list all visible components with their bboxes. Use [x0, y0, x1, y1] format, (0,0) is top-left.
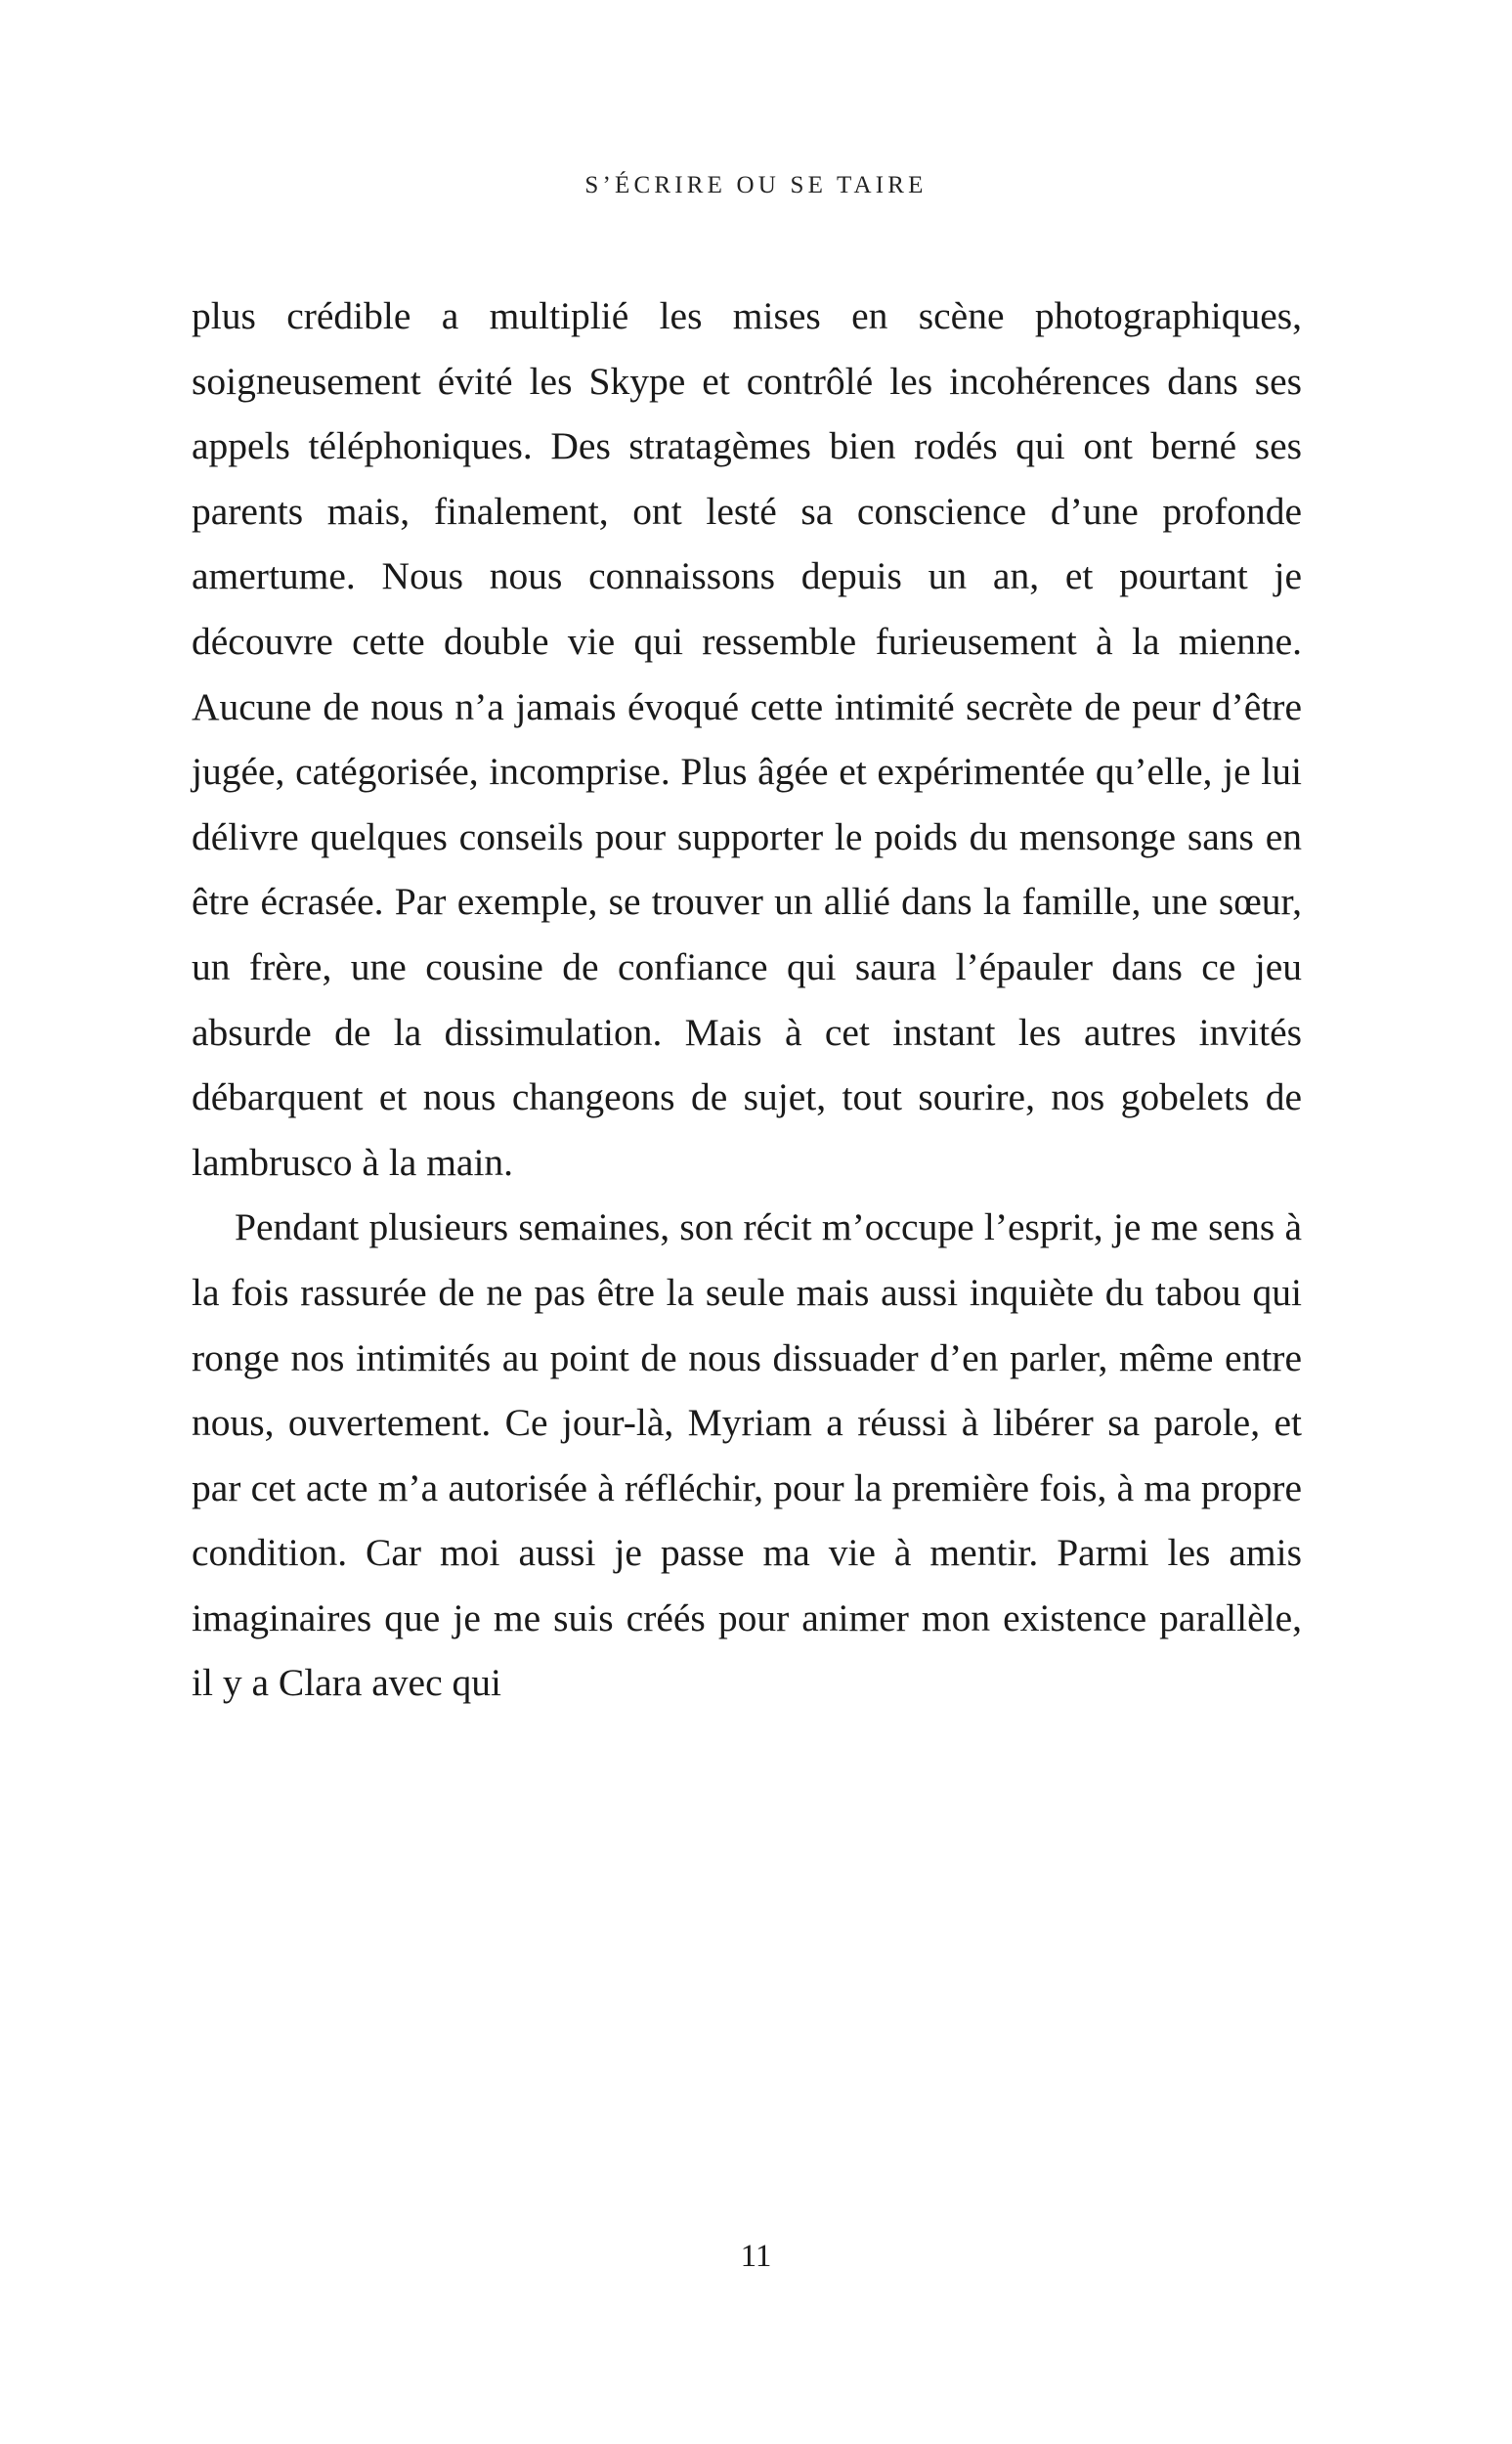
- body-text: [192, 284, 1302, 1716]
- paragraph: plus crédible a multiplié les mises en scène photographiques, soigneusement évité les Skype et contrôlé les incohérences dans ses appels téléphoniques. Des stratagèmes bien rodés qui ont berné ses parents mais, finalement, ont lesté sa conscience d’une profonde amertume. Nous nous connaissons depuis un an, et pourtant je découvre cette double vie qui ressemble furieusement à la mienne. Aucune de nous n’a jamais évoqué cette intimité secrète de peur d’être jugée, catégorisée, incomprise. Plus âgée et expérimentée qu’elle, je lui délivre quelques conseils pour supporter le poids du mensonge sans en être écrasée. Par exemple, se trouver un allié dans la famille, une sœur, un frère, une cousine de confiance qui saura l’épauler dans ce jeu absurde de la dissimulation. Mais à cet instant les autres invités débarquent et nous changeons de sujet, tout sourire, nos gobelets de lambrusco à la main.: [192, 294, 1302, 1184]
- running-head: S’ÉCRIRE OU SE TAIRE: [584, 172, 928, 198]
- page-number: 11: [740, 2239, 772, 2274]
- paragraph: Pendant plusieurs semaines, son récit m’occupe l’esprit, je me sens à la fois rassurée de ne pas être la seule mais aussi inquiète du tabou qui ronge nos intimités au point de nous dissuader d’en parler, même entre nous, ouvertement. Ce jour-là, Myriam a réussi à libérer sa parole, et par cet acte m’a autorisée à réfléchir, pour la première fois, à ma propre condition. Car moi aussi je passe ma vie à mentir. Parmi les amis imaginaires que je me suis créés pour animer mon existence parallèle, il y a Clara avec qui: [192, 1205, 1302, 1705]
